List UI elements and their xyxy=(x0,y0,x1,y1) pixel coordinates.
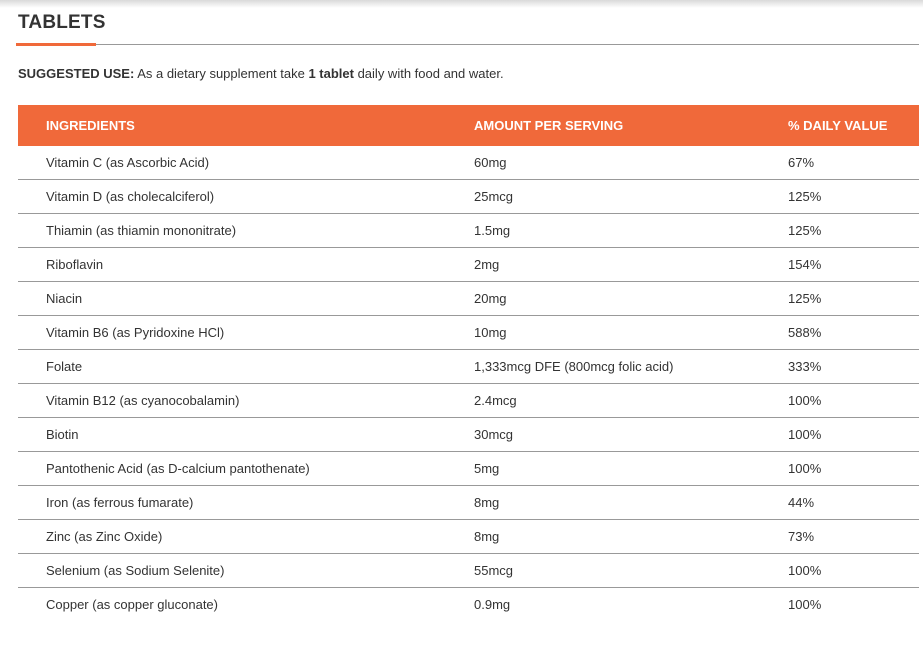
table-row xyxy=(18,146,919,180)
daily-value-cell: 100% xyxy=(788,554,919,588)
header-amount-per-serving: AMOUNT PER SERVING xyxy=(474,118,624,133)
active-tab-underline xyxy=(16,43,96,46)
supplement-facts-table xyxy=(18,105,919,621)
table-row xyxy=(18,282,919,316)
daily-value-cell: 125% xyxy=(788,282,919,316)
amount-cell: 55mcg xyxy=(474,554,788,588)
table-row xyxy=(18,486,919,520)
ingredient-cell: Biotin xyxy=(18,418,474,452)
suggested-use-label: SUGGESTED USE: xyxy=(18,66,135,81)
ingredient-cell: Vitamin C (as Ascorbic Acid) xyxy=(18,146,474,180)
amount-cell: 2mg xyxy=(474,248,788,282)
table-row xyxy=(18,316,919,350)
ingredient-cell: Vitamin B6 (as Pyridoxine HCl) xyxy=(18,316,474,350)
amount-cell: 30mcg xyxy=(474,418,788,452)
section-tab-header xyxy=(18,12,919,45)
table-row xyxy=(18,384,919,418)
daily-value-cell: 67% xyxy=(788,146,919,180)
daily-value-cell: 73% xyxy=(788,520,919,554)
amount-cell: 1.5mg xyxy=(474,214,788,248)
table-body xyxy=(18,146,919,621)
ingredient-cell: Niacin xyxy=(18,282,474,316)
ingredient-cell: Copper (as copper gluconate) xyxy=(46,597,218,612)
daily-value-cell: 125% xyxy=(788,214,919,248)
amount-cell: 1,333mcg DFE (800mcg folic acid) xyxy=(474,350,788,384)
daily-value-cell: 100% xyxy=(788,452,919,486)
ingredient-cell: Vitamin D (as cholecalciferol) xyxy=(18,180,474,214)
amount-cell: 2.4mcg xyxy=(474,384,788,418)
amount-cell: 0.9mg xyxy=(474,597,511,612)
top-shadow xyxy=(0,0,923,8)
header-ingredients: INGREDIENTS xyxy=(46,118,135,133)
amount-cell: 10mg xyxy=(474,316,788,350)
ingredient-cell: Selenium (as Sodium Selenite) xyxy=(18,554,474,588)
ingredient-cell: Thiamin (as thiamin mononitrate) xyxy=(18,214,474,248)
ingredient-cell: Vitamin B12 (as cyanocobalamin) xyxy=(18,384,474,418)
table-row xyxy=(18,554,919,588)
table-row xyxy=(18,350,919,384)
daily-value-cell: 100% xyxy=(788,597,822,612)
daily-value-cell: 333% xyxy=(788,350,919,384)
ingredient-cell: Pantothenic Acid (as D-calcium pantothenate) xyxy=(18,452,474,486)
amount-cell: 25mcg xyxy=(474,180,788,214)
suggested-use-text-after: daily with food and water. xyxy=(353,66,504,81)
suggested-use-text-before: As a dietary supplement take xyxy=(134,66,309,81)
table-header xyxy=(18,105,919,146)
daily-value-cell: 100% xyxy=(788,418,919,452)
daily-value-cell: 125% xyxy=(788,180,919,214)
ingredient-cell: Folate xyxy=(18,350,474,384)
daily-value-cell: 100% xyxy=(788,384,919,418)
table-header-row xyxy=(18,105,919,146)
ingredient-cell: Riboflavin xyxy=(18,248,474,282)
amount-cell: 8mg xyxy=(474,486,788,520)
table-row xyxy=(18,180,919,214)
ingredient-cell: Zinc (as Zinc Oxide) xyxy=(18,520,474,554)
amount-cell: 5mg xyxy=(474,452,788,486)
daily-value-cell: 44% xyxy=(788,486,919,520)
ingredient-cell: Iron (as ferrous fumarate) xyxy=(18,486,474,520)
table-row xyxy=(18,452,919,486)
daily-value-cell: 588% xyxy=(788,316,919,350)
table-row xyxy=(18,214,919,248)
table-row xyxy=(18,520,919,554)
table-row xyxy=(18,588,919,622)
daily-value-cell: 154% xyxy=(788,248,919,282)
table-row xyxy=(18,248,919,282)
suggested-use xyxy=(18,66,504,81)
amount-cell: 20mg xyxy=(474,282,788,316)
amount-cell: 8mg xyxy=(474,520,788,554)
suggested-use-dose: 1 tablet xyxy=(308,66,354,81)
table-row xyxy=(18,418,919,452)
section-title: TABLETS xyxy=(18,12,106,33)
header-daily-value: % DAILY VALUE xyxy=(788,118,888,133)
amount-cell: 60mg xyxy=(474,146,788,180)
